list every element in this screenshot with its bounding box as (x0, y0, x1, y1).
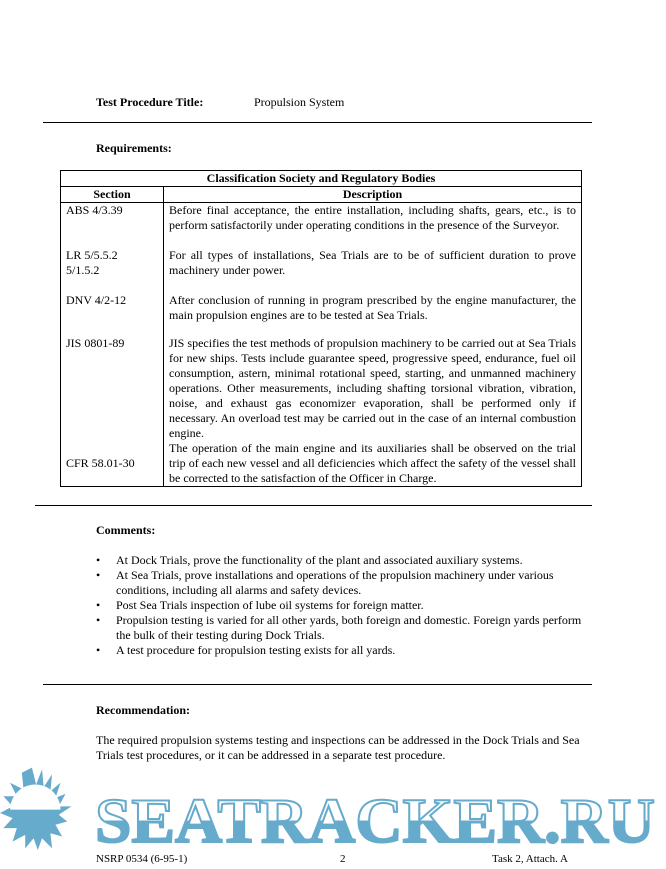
page-number: 2 (340, 853, 346, 865)
col-description: Description (164, 187, 582, 203)
requirements-table (60, 170, 582, 487)
comments-list (96, 553, 586, 658)
footer-right: Task 2, Attach. A (492, 853, 568, 865)
title-label: Test Procedure Title: (96, 95, 204, 109)
section-cell: 5/1.5.2 (66, 263, 100, 277)
section-cell: JIS 0801-89 (66, 336, 125, 350)
divider (43, 684, 592, 685)
seatracker-watermark-logo (0, 766, 666, 850)
sun-icon (0, 768, 71, 850)
table-row (61, 248, 582, 293)
section-cell: ABS 4/3.39 (66, 203, 123, 217)
divider (43, 122, 592, 123)
table-row (61, 293, 582, 336)
description-cell: After conclusion of running in program prescribed by the engine manufacturer, the main propulsion engines are to be tested at Sea Trials. (164, 293, 582, 336)
description-cell: The operation of the main engine and its auxiliaries shall be observed on the trial trip of each new vessel and all deficiencies which affect the safety of the vessel shall be corrected to the satisfaction of the Officer in Charge. (164, 441, 582, 487)
recommendation-heading: Recommendation: (96, 703, 190, 717)
list-item: • Post Sea Trials inspection of lube oil systems for foreign matter. (96, 598, 586, 613)
divider (35, 505, 592, 506)
description-cell: Before final acceptance, the entire installation, including shafts, gears, etc., is to perform satisfactorily under operating conditions in the presence of the Surveyor. (164, 203, 582, 249)
section-cell: LR 5/5.5.2 (66, 248, 118, 262)
section-cell: DNV 4/2-12 (66, 293, 127, 307)
description-cell: For all types of installations, Sea Trials are to be of sufficient duration to prove machinery under power. (164, 248, 582, 293)
comments-heading: Comments: (96, 523, 156, 537)
list-item: • Propulsion testing is varied for all other yards, both foreign and domestic. Foreign yards perform the bulk of their testing during Dock Trials. (96, 613, 586, 643)
watermark-text: SEATRACKER.RU (95, 785, 655, 850)
table-caption: Classification Society and Regulatory Bodies (61, 171, 582, 187)
col-section: Section (61, 187, 164, 203)
table-row (61, 336, 582, 441)
section-cell: CFR 58.01-30 (66, 456, 135, 470)
footer-left: NSRP 0534 (6-95-1) (96, 853, 188, 865)
list-item: • A test procedure for propulsion testing exists for all yards. (96, 643, 586, 658)
recommendation-text: The required propulsion systems testing and inspections can be addressed in the Dock Trials and Sea Trials test procedures, or it can be addressed in a separate test procedure. (96, 733, 580, 762)
list-item: • At Dock Trials, prove the functionality of the plant and associated auxiliary systems. (96, 553, 586, 568)
list-item: • At Sea Trials, prove installations and operations of the propulsion machinery under various conditions, including all alarms and safety devices. (96, 568, 586, 598)
description-cell: JIS specifies the test methods of propulsion machinery to be carried out at Sea Trials for new ships. Tests include guarantee speed, progressive speed, endurance, fuel oil consumption, astern, minimal rotational speed, starting, and unmanned machinery operations. Other measurements, including shafting torsional vibration, vibration, noise, and exhaust gas economizer evaporation, shall be performed only if necessary. An overload test may be carried out in the case of an internal combustion engine. (164, 336, 582, 441)
table-row (61, 441, 582, 487)
requirements-heading: Requirements: (96, 141, 172, 155)
table-row (61, 203, 582, 249)
title-value: Propulsion System (254, 95, 345, 109)
